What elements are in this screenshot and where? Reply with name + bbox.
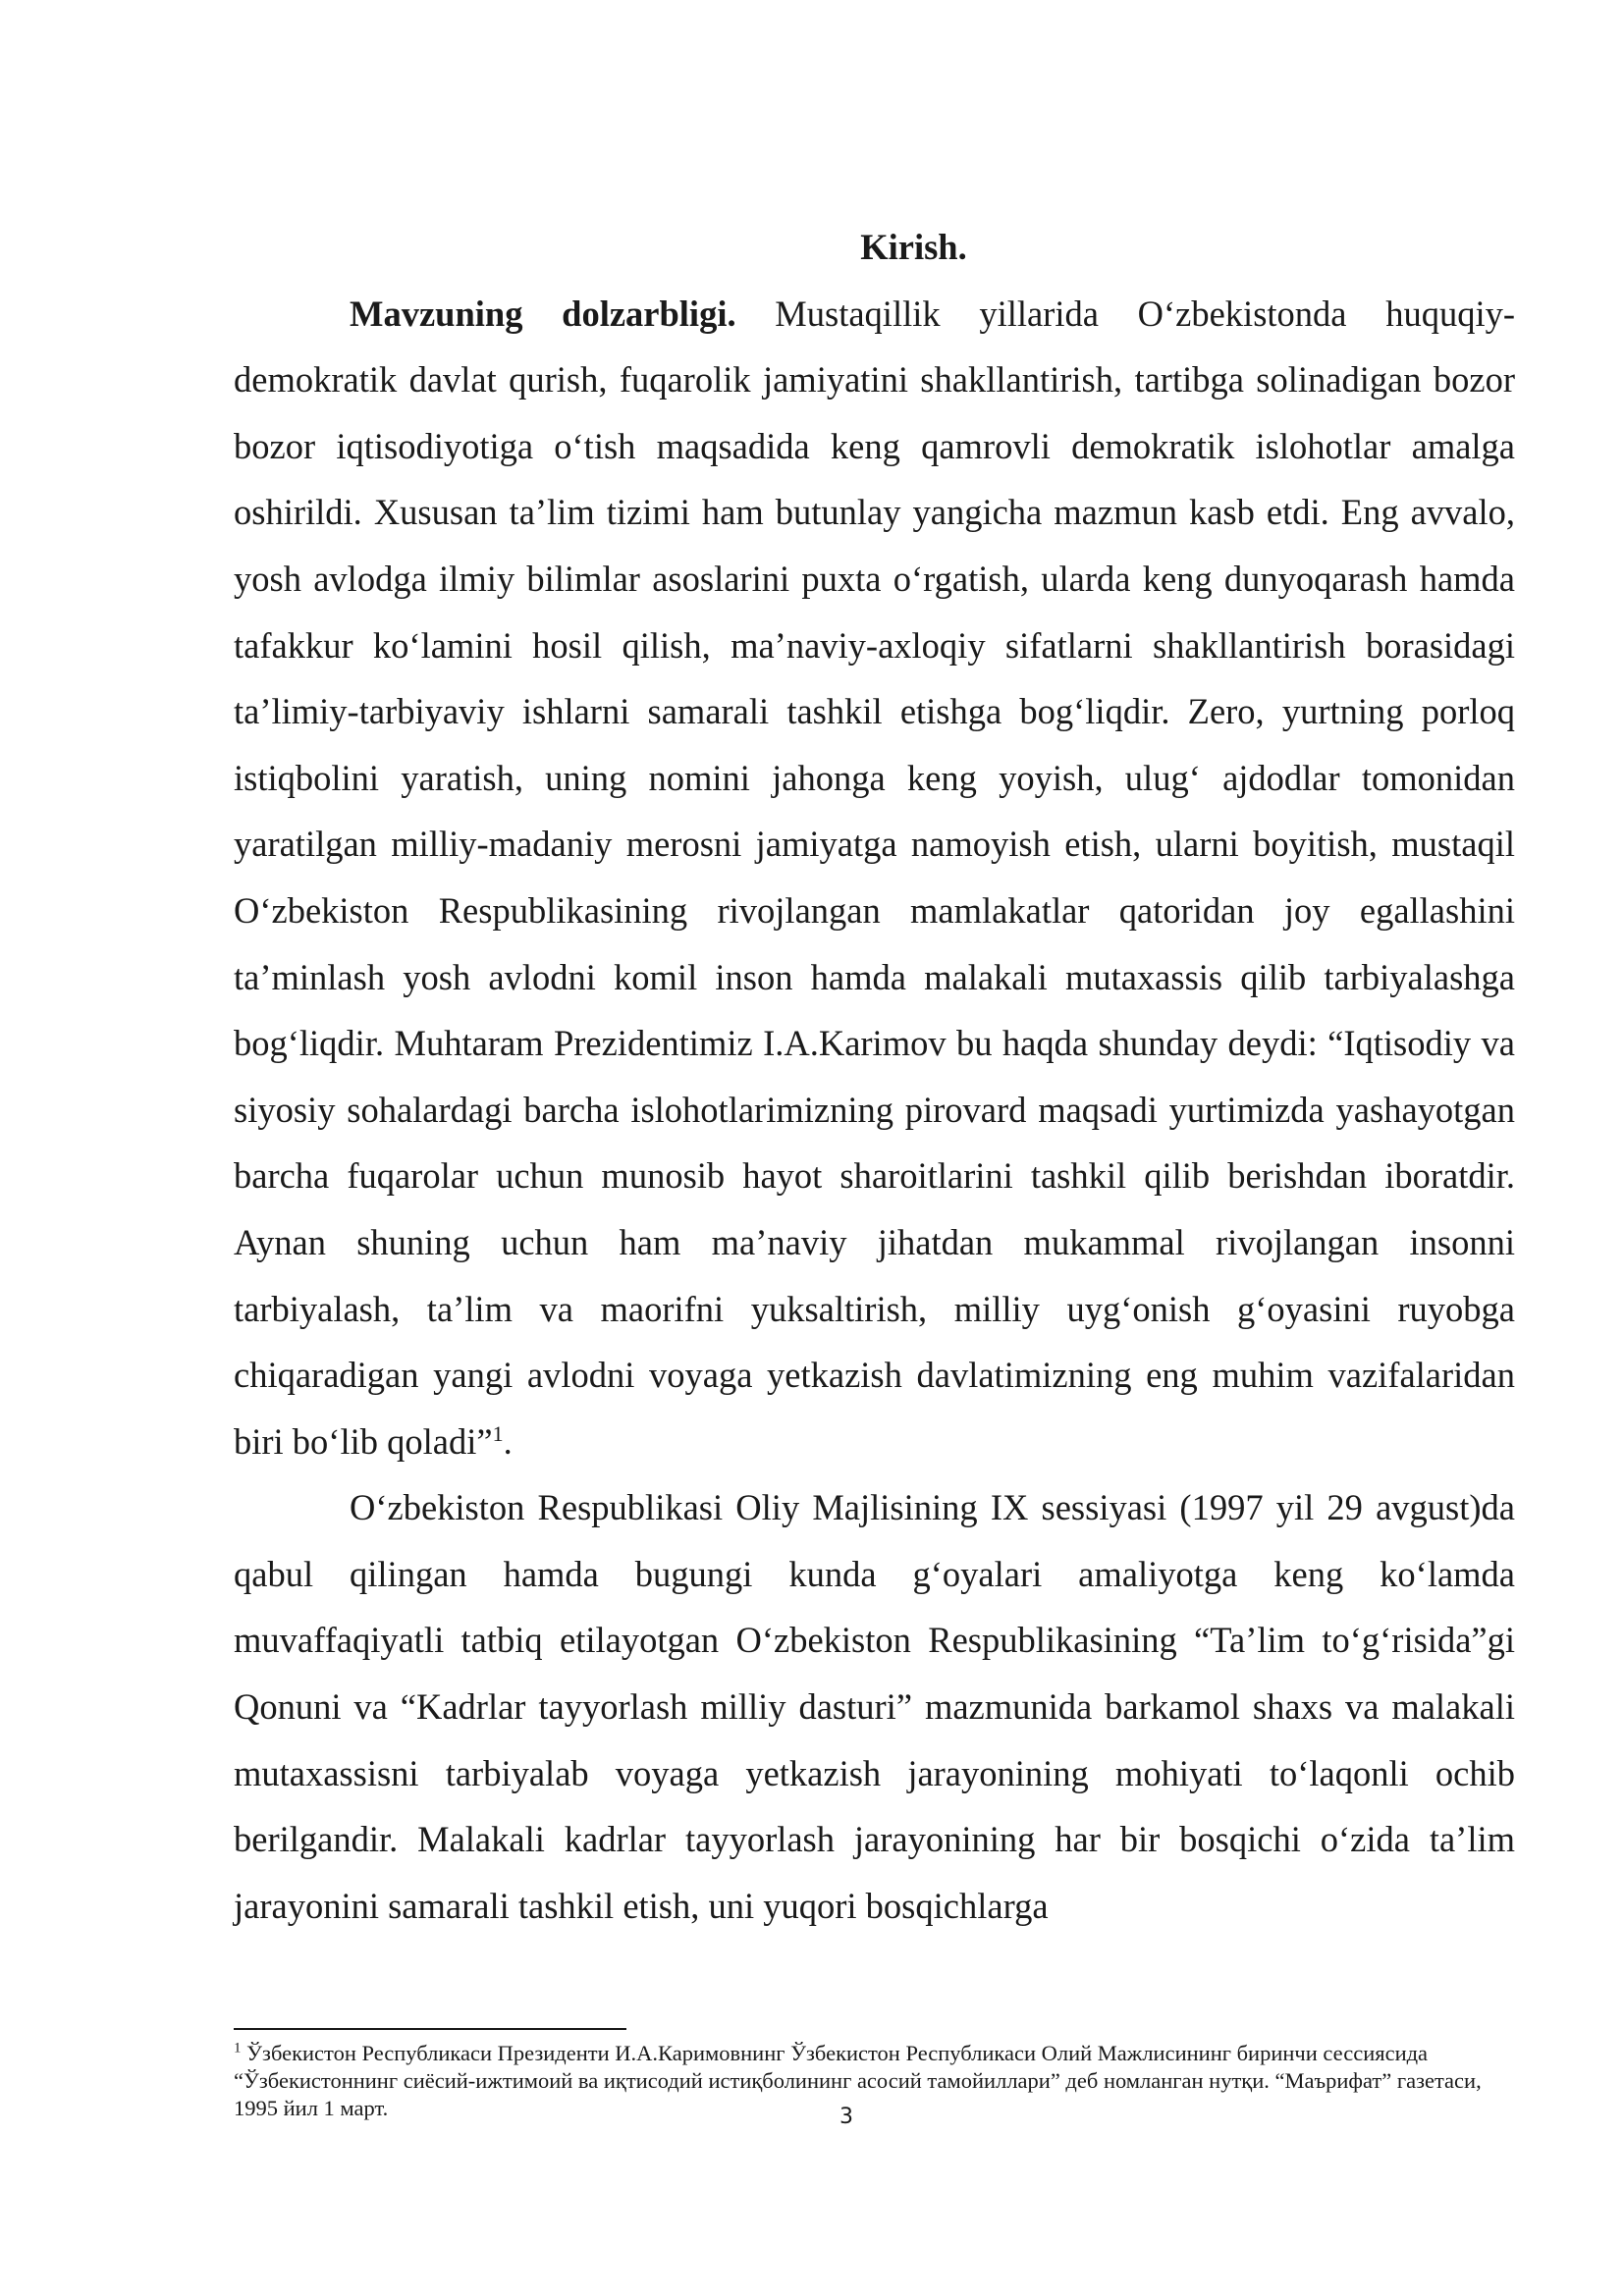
paragraph-tail: . xyxy=(503,1420,513,1462)
footnote-text: Ўзбекистон Республикаси Президенти И.А.Каримовнинг Ўзбекистон Республикаси Олий Мажлисининг биринчи сессиясида “Ўзбекистоннинг сиёсий-ижтимоий ва иқтисодий истиқболининг асосий тамойиллари” деб номланган нутқи. “Маърифат” газетаси, 1995 йил 1 март. xyxy=(234,2041,1482,2120)
page-number: 3 xyxy=(839,2105,853,2129)
paragraph-lead-heading: Mavzuning dolzarbligi. xyxy=(350,293,736,334)
paragraph-text: O‘zbekiston Respublikasi Oliy Majlisining IX sessiyasi (1997 yil 29 avgust)da qabul qilingan hamda bugungi kunda g‘oyalari amaliyotga keng ko‘lamda muvaffaqiyatli tatbiq etilayotgan O‘zbekiston Respublikasining “Ta’lim to‘g‘risida”gi Qonuni va “Kadrlar tayyorlash milliy dasturi” mazmunida barkamol shaxs va malakali mutaxassisni tarbiyalab voyaga yetkazish jarayonining mohiyati to‘laqonli ochib berilgandir. Malakali kadrlar tayyorlash jarayonining har bir bosqichi o‘zida ta’lim jarayonini samarali tashkil etish, uni yuqori bosqichlarga xyxy=(234,1487,1515,1926)
paragraph-legislation xyxy=(234,1474,1515,1939)
footnote-reference[interactable]: 1 xyxy=(492,1420,504,1446)
footnote-number: 1 xyxy=(234,2040,242,2056)
section-title: Kirish. xyxy=(860,227,967,267)
footnote-divider xyxy=(234,2028,626,2030)
paragraph-text: Mustaqillik yillarida O‘zbekistonda huquqiy-demokratik davlat qurish, fuqarolik jamiyatini shakllantirish, tartibga solinadigan bozor bozor iqtisodiyotiga o‘tish maqsadida keng qamrovli demokratik islohotlar amalga oshirildi. Xususan ta’lim tizimi ham butunlay yangicha mazmun kasb etdi. Eng avvalo, yosh avlodga ilmiy bilimlar asoslarini puxta o‘rgatish, ularda keng dunyoqarash hamda tafakkur ko‘lamini hosil qilish, ma’naviy-axloqiy sifatlarni shakllantirish borasidagi ta’limiy-tarbiyaviy ishlarni samarali tashkil etishga bog‘liqdir. Zero, yurtning porloq istiqbolini yaratish, uning nomini jahonga keng yoyish, ulug‘ ajdodlar tomonidan yaratilgan milliy-madaniy merosni jamiyatga namoyish etish, ularni boyitish, mustaqil O‘zbekiston Respublikasining rivojlangan mamlakatlar qatoridan joy egallashini ta’minlash yosh avlodni komil inson hamda malakali mutaxassis qilib tarbiyalashga bog‘liqdir. Muhtaram Prezidentimiz I.A.Karimov bu haqda shunday deydi: “Iqtisodiy va siyosiy sohalardagi barcha islohotlarimizning pirovard maqsadi yurtimizda yashayotgan barcha fuqarolar uchun munosib hayot sharoitlarini tashkil qilib berishdan iboratdir. Aynan shuning uchun ham ma’naviy jihatdan mukammal rivojlangan insonni tarbiyalash, ta’lim va maorifni yuksaltirish, milliy uyg‘onish g‘oyasini ruyobga chiqaradigan yangi avlodni voyaga yetkazish davlatimizning eng muhim vazifalaridan biri bo‘lib qoladi” xyxy=(234,293,1515,1462)
document-body xyxy=(234,214,1515,1939)
paragraph-relevance xyxy=(234,281,1515,1475)
